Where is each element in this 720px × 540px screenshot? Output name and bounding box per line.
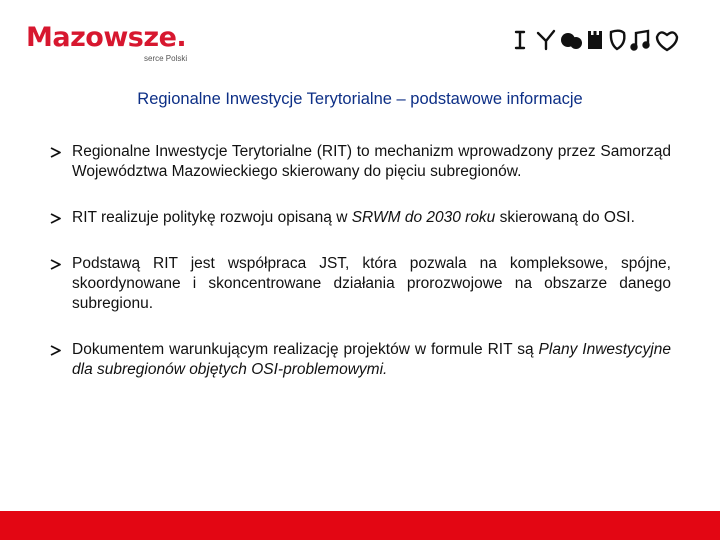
bullet-text: Regionalne Inwestycje Terytorialne (RIT) to mechanizm wprowadzony przez Samorząd Województwa Mazowieckiego skierowany do pięciu subregionów. — [72, 143, 671, 180]
arrow-bullet-icon — [50, 345, 62, 356]
cloud-icon — [561, 33, 582, 49]
bullet-text: RIT realizuje politykę rozwoju opisaną w — [72, 209, 352, 226]
bullet-list — [50, 142, 671, 380]
bottom-red-bar — [0, 511, 720, 540]
arrow-bullet-icon — [50, 147, 62, 158]
heart-icon — [657, 32, 677, 50]
arrow-bullet-icon — [50, 213, 62, 224]
bullet-item — [50, 142, 671, 182]
bullet-text: Dokumentem warunkującym realizację projektów w formule RIT są — [72, 341, 539, 358]
mask-icon — [611, 31, 624, 49]
logo-text: Mazowsze. — [26, 22, 187, 53]
pictograms — [514, 26, 694, 54]
bird-icon — [538, 31, 554, 49]
slide-title: Regionalne Inwestycje Terytorialne – podstawowe informacje — [137, 90, 583, 108]
logo-subtext: serce Polski — [144, 54, 188, 63]
bullet-item — [50, 254, 671, 314]
mazowsze-logo — [26, 22, 216, 66]
bullet-text-italic: Plany Inwestycyjne dla subregionów objętych OSI-problemowymi. — [72, 341, 671, 378]
music-note-icon — [632, 31, 649, 50]
bullet-text-italic: SRWM do 2030 roku — [351, 209, 496, 226]
bullet-item — [50, 340, 671, 380]
bullet-text: skierowaną do OSI. — [495, 209, 635, 226]
arrow-bullet-icon — [50, 259, 62, 270]
bullet-text: Podstawą RIT jest współpraca JST, która pozwala na kompleksowe, spójne, skoordynowane i skoncentrowane działania prorozwojowe na obszarze danego subregionu. — [72, 255, 671, 312]
figure-icon — [516, 32, 524, 48]
castle-icon — [588, 31, 602, 49]
bullet-item — [50, 208, 671, 228]
